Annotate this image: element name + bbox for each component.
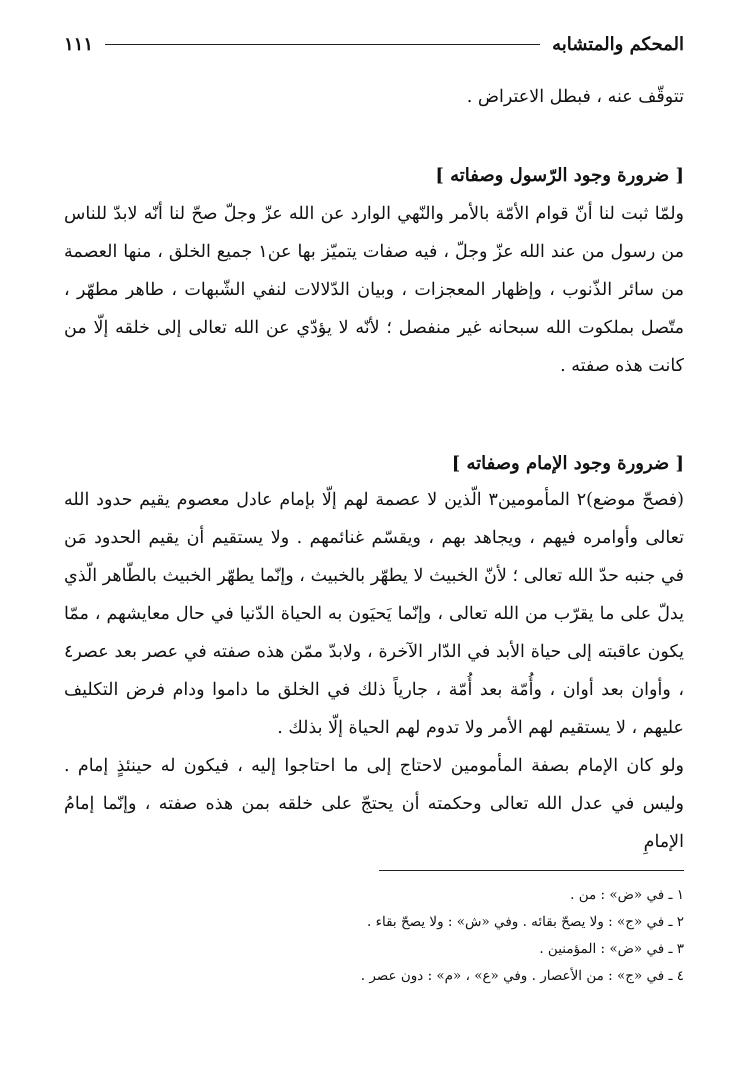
section-imam-body [64, 481, 684, 861]
section-messenger-body [64, 195, 684, 385]
section-messenger [64, 161, 684, 191]
running-title: المحكم والمتشابه [552, 33, 684, 55]
paragraph-messenger: ولمّا ثبت لنا أنّ قوام الأمّة بالأمر والنّهي الوارد عن الله عزّ وجلّ صحّ لنا أنّه لابدّ للناس من رسول من عند الله عزّ وجلّ ، فيه صفات يتميّز بها عن١ جميع الخلق ، منها العصمة من سائر الذّنوب ، وإظهار المعجزات ، وبيان الدّلالات لنفي الشّبهات ، طاهر مطهّر ، متّصل بملكوت الله سبحانه غير منفصل ؛ لأنّه لا يؤدّي عن الله تعالى إلى خلقه إلّا من كانت هذه صفته . [64, 204, 684, 376]
page-header [64, 30, 684, 58]
footnote-separator [379, 870, 684, 871]
intro-block [64, 78, 684, 116]
paragraph-imam-2: ولو كان الإمام بصفة المأمومين لاحتاج إلى ما احتاجوا إليه ، فيكون له حينئذٍ إمام . وليس في عدل الله تعالى وحكمته أن يحتجّ على خلقه بمن هذه صفته ، وإنّما إمامُ الإمامِ [64, 756, 684, 852]
section-imam [64, 449, 684, 479]
intro-line: تتوقّف عنه ، فبطل الاعتراض . [466, 87, 684, 107]
section-heading-imam: [ ضرورة وجود الإمام وصفاته ] [451, 453, 684, 474]
footnote: ٢ ـ في «ج» : ولا يصحّ بقائه . وفي «ش» : ولا يصحّ بقاء . [367, 914, 684, 930]
footnote: ١ ـ في «ض» : من . [570, 887, 684, 903]
footnote: ٤ ـ في «ج» : من الأعصار . وفي «ع» ، «م» : دون عصر . [360, 968, 684, 984]
section-heading-messenger: [ ضرورة وجود الرّسول وصفاته ] [435, 165, 684, 186]
page-number: ١١١ [64, 33, 94, 55]
footnotes [64, 882, 684, 990]
footnote: ٣ ـ في «ض» : المؤمنين . [539, 941, 684, 957]
paragraph-imam-1: (فصحّ موضع)٢ المأمومين٣ الّذين لا عصمة لهم إلّا بإمام عادل معصوم يقيم حدود الله تعالى وأوامره فيهم ، ويجاهد بهم ، ويقسّم غنائمهم . ولا يستقيم أن يقيم الحدود مَن في جنبه حدّ الله تعالى ؛ لأنّ الخبيث لا يطهّر بالخبيث ، وإنّما يطهّر الخبيث بالطّاهر الّذي يدلّ على ما يقرّب من الله تعالى ، وإنّما يَحيَون به الحياة الدّنيا في حال معايشهم ، ممّا يكون عاقبته إلى حياة الأبد في الدّار الآخرة ، ولابدّ ممّن هذه صفته في عصر بعد عصر٤ ، وأوان بعد أوان ، وأُمّة بعد أُمّة ، جارياً ذلك في الخلق ما داموا ودام فرض التكليف عليهم ، لا يستقيم لهم الأمر ولا تدوم لهم الحياة إلّا بذلك . [64, 490, 684, 738]
header-rule [105, 44, 540, 45]
